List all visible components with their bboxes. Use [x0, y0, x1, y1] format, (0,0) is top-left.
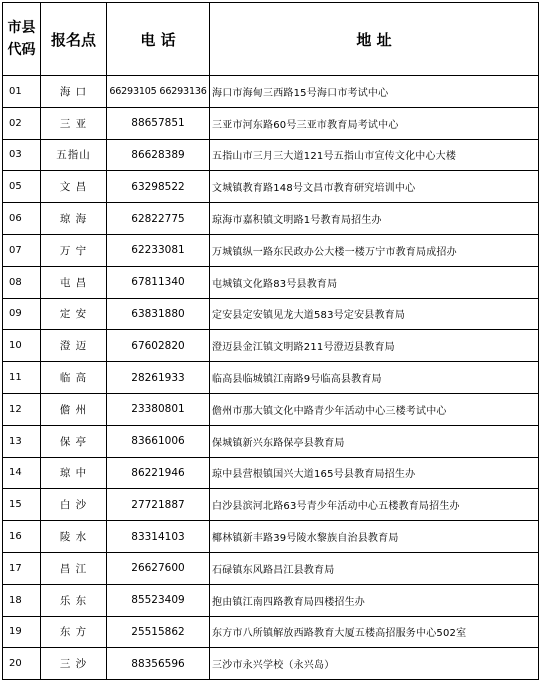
phone-cell: 27721887 — [107, 489, 210, 521]
registration-point-cell: 白 沙 — [41, 489, 107, 521]
address-cell: 文城镇教育路148号文昌市教育研究培训中心 — [210, 171, 539, 203]
table-row — [3, 107, 539, 139]
county-code-cell: 14 — [3, 457, 41, 489]
county-code-cell: 18 — [3, 584, 41, 616]
address-cell: 万城镇纵一路东民政办公大楼一楼万宁市教育局成招办 — [210, 234, 539, 266]
table-row — [3, 616, 539, 648]
address-cell: 澄迈县金江镇文明路211号澄迈县教育局 — [210, 330, 539, 362]
address-cell: 石碌镇东风路昌江县教育局 — [210, 552, 539, 584]
county-code-cell: 19 — [3, 616, 41, 648]
header-registration-point: 报名点 — [41, 3, 107, 76]
phone-cell: 26627600 — [107, 552, 210, 584]
header-county-code-line1: 市县 — [7, 20, 36, 36]
table-row — [3, 330, 539, 362]
county-code-cell: 12 — [3, 393, 41, 425]
registration-point-cell: 万 宁 — [41, 234, 107, 266]
table-row — [3, 76, 539, 108]
phone-cell: 85523409 — [107, 584, 210, 616]
address-cell: 儋州市那大镇文化中路青少年活动中心三楼考试中心 — [210, 393, 539, 425]
header-address: 地 址 — [210, 3, 539, 76]
county-code-cell: 15 — [3, 489, 41, 521]
registration-point-cell: 陵 水 — [41, 521, 107, 553]
phone-cell: 62233081 — [107, 234, 210, 266]
address-cell: 抱由镇江南四路教育局四楼招生办 — [210, 584, 539, 616]
registration-point-cell: 三 沙 — [41, 648, 107, 680]
county-code-cell: 11 — [3, 362, 41, 394]
address-cell: 白沙县滨河北路63号青少年活动中心五楼教育局招生办 — [210, 489, 539, 521]
county-code-cell: 16 — [3, 521, 41, 553]
county-code-cell: 17 — [3, 552, 41, 584]
phone-cell: 83661006 — [107, 425, 210, 457]
phone-cell: 23380801 — [107, 393, 210, 425]
registration-point-cell: 琼 海 — [41, 203, 107, 235]
county-code-cell: 05 — [3, 171, 41, 203]
table-row — [3, 425, 539, 457]
phone-cell: 67811340 — [107, 266, 210, 298]
header-county-code — [3, 3, 41, 76]
address-cell: 椰林镇新丰路39号陵水黎族自治县教育局 — [210, 521, 539, 553]
table-header — [3, 3, 539, 76]
table-row — [3, 393, 539, 425]
address-cell: 三亚市河东路60号三亚市教育局考试中心 — [210, 107, 539, 139]
registration-point-cell: 澄 迈 — [41, 330, 107, 362]
registration-point-cell: 儋 州 — [41, 393, 107, 425]
registration-point-cell: 文 昌 — [41, 171, 107, 203]
county-code-cell: 09 — [3, 298, 41, 330]
phone-cell: 62822775 — [107, 203, 210, 235]
table-row — [3, 552, 539, 584]
county-code-cell: 03 — [3, 139, 41, 171]
address-cell: 琼海市嘉积镇文明路1号教育局招生办 — [210, 203, 539, 235]
address-cell: 东方市八所镇解放西路教育大厦五楼高招服务中心502室 — [210, 616, 539, 648]
registration-point-cell: 定 安 — [41, 298, 107, 330]
county-code-cell: 20 — [3, 648, 41, 680]
table-row — [3, 139, 539, 171]
table-row — [3, 203, 539, 235]
table-row — [3, 521, 539, 553]
phone-cell: 66293105 66293136 — [107, 76, 210, 108]
header-row — [3, 3, 539, 76]
registration-point-cell: 屯 昌 — [41, 266, 107, 298]
address-cell: 海口市海甸三西路15号海口市考试中心 — [210, 76, 539, 108]
table-row — [3, 457, 539, 489]
registration-point-cell: 东 方 — [41, 616, 107, 648]
registration-table-container — [2, 2, 538, 680]
address-cell: 屯城镇文化路83号县教育局 — [210, 266, 539, 298]
phone-cell: 28261933 — [107, 362, 210, 394]
table-row — [3, 584, 539, 616]
county-code-cell: 01 — [3, 76, 41, 108]
registration-point-cell: 三 亚 — [41, 107, 107, 139]
header-phone: 电 话 — [107, 3, 210, 76]
header-county-code-line2: 代码 — [7, 42, 36, 58]
phone-cell: 88356596 — [107, 648, 210, 680]
table-row — [3, 489, 539, 521]
phone-cell: 86221946 — [107, 457, 210, 489]
address-cell: 琼中县营根镇国兴大道165号县教育局招生办 — [210, 457, 539, 489]
county-code-cell: 08 — [3, 266, 41, 298]
table-row — [3, 171, 539, 203]
table-body — [3, 76, 539, 680]
address-cell: 三沙市永兴学校（永兴岛） — [210, 648, 539, 680]
registration-point-cell: 五指山 — [41, 139, 107, 171]
county-code-cell: 10 — [3, 330, 41, 362]
county-code-cell: 07 — [3, 234, 41, 266]
registration-point-cell: 琼 中 — [41, 457, 107, 489]
county-code-cell: 13 — [3, 425, 41, 457]
registration-point-cell: 海 口 — [41, 76, 107, 108]
phone-cell: 63831880 — [107, 298, 210, 330]
table-row — [3, 362, 539, 394]
registration-point-cell: 临 高 — [41, 362, 107, 394]
table-row — [3, 298, 539, 330]
address-cell: 五指山市三月三大道121号五指山市宣传文化中心大楼 — [210, 139, 539, 171]
phone-cell: 83314103 — [107, 521, 210, 553]
registration-point-cell: 保 亭 — [41, 425, 107, 457]
registration-point-cell: 乐 东 — [41, 584, 107, 616]
county-code-cell: 02 — [3, 107, 41, 139]
table-row — [3, 234, 539, 266]
phone-cell: 25515862 — [107, 616, 210, 648]
table-row — [3, 648, 539, 680]
table-row — [3, 266, 539, 298]
registration-point-cell: 昌 江 — [41, 552, 107, 584]
registration-points-table — [2, 2, 539, 680]
address-cell: 定安县定安镇见龙大道583号定安县教育局 — [210, 298, 539, 330]
phone-cell: 86628389 — [107, 139, 210, 171]
phone-cell: 67602820 — [107, 330, 210, 362]
address-cell: 保城镇新兴东路保亭县教育局 — [210, 425, 539, 457]
county-code-cell: 06 — [3, 203, 41, 235]
phone-cell: 63298522 — [107, 171, 210, 203]
address-cell: 临高县临城镇江南路9号临高县教育局 — [210, 362, 539, 394]
phone-cell: 88657851 — [107, 107, 210, 139]
